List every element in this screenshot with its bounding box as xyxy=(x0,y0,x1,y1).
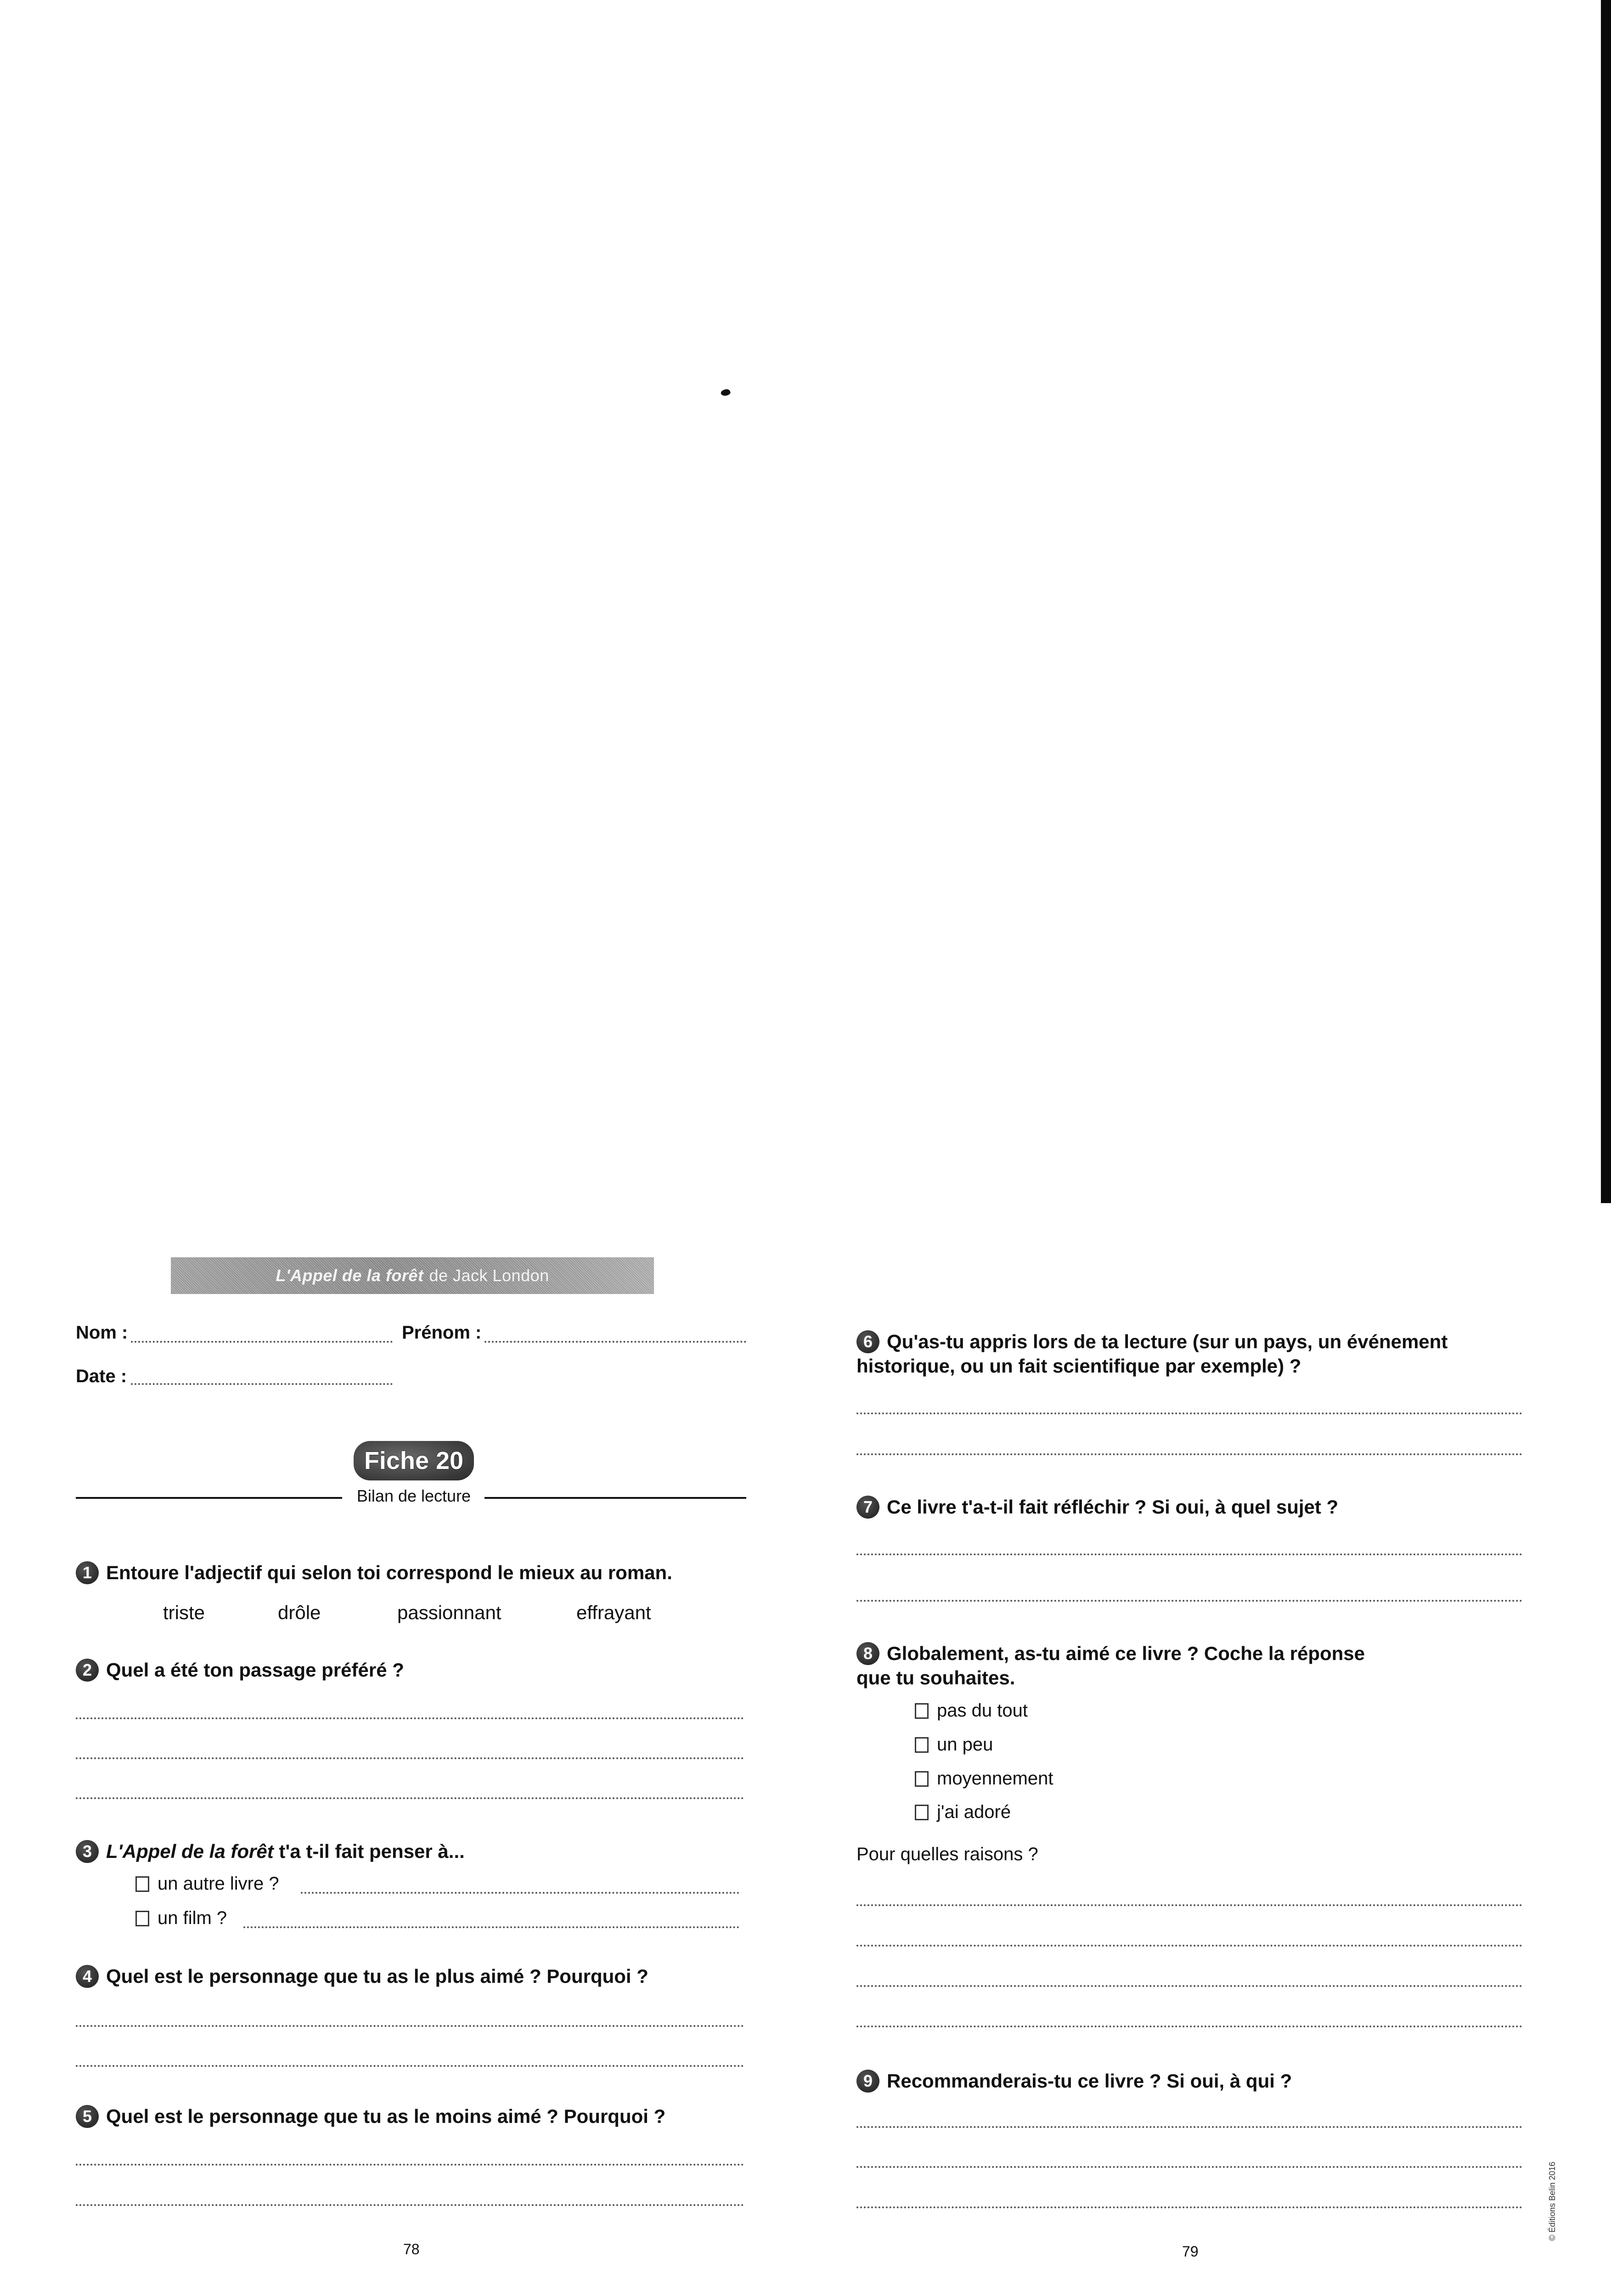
number-8-icon: 8 xyxy=(856,1642,879,1665)
number-1-icon: 1 xyxy=(76,1561,99,1584)
answer-line[interactable] xyxy=(243,1926,739,1928)
date-field[interactable] xyxy=(131,1383,393,1385)
answer-line[interactable] xyxy=(856,1412,1522,1414)
question-7 xyxy=(856,1495,1338,1519)
number-5-icon: 5 xyxy=(76,2105,99,2128)
number-7-icon: 7 xyxy=(856,1496,879,1519)
question-8-cont xyxy=(856,1666,1015,1690)
divider-right xyxy=(484,1497,746,1499)
scan-speck xyxy=(720,388,731,397)
adjective-option[interactable]: effrayant xyxy=(576,1602,651,1623)
question-7-text: Ce livre t'a-t-il fait réfléchir ? Si oui, à quel sujet ? xyxy=(887,1496,1339,1518)
scan-edge-shadow xyxy=(1601,0,1611,1203)
question-2 xyxy=(76,1658,404,1683)
adjective-option[interactable]: passionnant xyxy=(397,1602,501,1623)
option-pas-du-tout[interactable] xyxy=(915,1700,1028,1721)
answer-line[interactable] xyxy=(76,2204,744,2206)
answer-line[interactable] xyxy=(856,1553,1522,1555)
answer-line[interactable] xyxy=(856,1904,1522,1906)
answer-line[interactable] xyxy=(856,2026,1522,2027)
answer-line[interactable] xyxy=(856,2126,1522,2128)
answer-line[interactable] xyxy=(856,1985,1522,1987)
answer-line[interactable] xyxy=(856,2206,1522,2208)
question-5-text: Quel est le personnage que tu as le moins aimé ? Pourquoi ? xyxy=(106,2105,666,2127)
option-label: un film ? xyxy=(158,1908,227,1928)
option-label: un autre livre ? xyxy=(158,1874,279,1894)
question-3-text: t'a t-il fait penser à... xyxy=(273,1840,465,1862)
book-title-banner xyxy=(171,1257,654,1294)
answer-line[interactable] xyxy=(76,2065,744,2067)
book-author: de Jack London xyxy=(429,1266,549,1285)
answer-line[interactable] xyxy=(301,1892,739,1894)
question-1-text: Entoure l'adjectif qui selon toi correspond le mieux au roman. xyxy=(106,1562,672,1583)
question-8 xyxy=(856,1641,1365,1666)
question-2-text: Quel a été ton passage préféré ? xyxy=(106,1659,404,1681)
question-5 xyxy=(76,2104,665,2129)
question-6-text-line2: historique, ou un fait scientifique par exemple) ? xyxy=(856,1355,1301,1377)
fiche-subtitle: Bilan de lecture xyxy=(356,1486,471,1505)
question-8-text-line2: que tu souhaites. xyxy=(856,1667,1015,1688)
checkbox[interactable] xyxy=(135,1876,149,1892)
checkbox[interactable] xyxy=(915,1703,929,1719)
option-other-book[interactable] xyxy=(135,1874,279,1894)
question-3-book-title: L'Appel de la forêt xyxy=(106,1840,274,1862)
answer-line[interactable] xyxy=(76,1797,744,1799)
nom-label: Nom : xyxy=(76,1322,128,1343)
page-number-left: 78 xyxy=(403,2241,420,2257)
checkbox[interactable] xyxy=(135,1911,149,1926)
question-9 xyxy=(856,2069,1292,2093)
option-label: moyennement xyxy=(937,1768,1053,1789)
prenom-field[interactable] xyxy=(484,1341,746,1343)
number-6-icon: 6 xyxy=(856,1330,879,1353)
nom-field[interactable] xyxy=(131,1341,393,1343)
question-6 xyxy=(856,1329,1448,1354)
number-3-icon: 3 xyxy=(76,1840,99,1863)
option-label: pas du tout xyxy=(937,1700,1028,1721)
answer-line[interactable] xyxy=(76,2164,744,2166)
checkbox[interactable] xyxy=(915,1805,929,1820)
answer-line[interactable] xyxy=(856,1453,1522,1455)
adjective-option[interactable]: triste xyxy=(163,1602,205,1623)
book-title: L'Appel de la forêt xyxy=(276,1266,424,1285)
answer-line[interactable] xyxy=(76,2025,744,2027)
option-un-peu[interactable] xyxy=(915,1734,993,1755)
question-8-text-line1: Globalement, as-tu aimé ce livre ? Coche la réponse xyxy=(887,1643,1365,1664)
option-jai-adore[interactable] xyxy=(915,1802,1011,1823)
checkbox[interactable] xyxy=(915,1737,929,1753)
number-2-icon: 2 xyxy=(76,1659,99,1682)
question-6-text-line1: Qu'as-tu appris lors de ta lecture (sur un pays, un événement xyxy=(887,1331,1448,1352)
option-label: un peu xyxy=(937,1734,993,1755)
copyright-notice: © Éditions Belin 2016 xyxy=(1548,2161,1557,2241)
question-9-text: Recommanderais-tu ce livre ? Si oui, à qui ? xyxy=(887,2070,1292,2092)
question-4-text: Quel est le personnage que tu as le plus aimé ? Pourquoi ? xyxy=(106,1965,648,1987)
adjective-option[interactable]: drôle xyxy=(278,1602,321,1623)
followup-question: Pour quelles raisons ? xyxy=(856,1844,1038,1864)
question-4 xyxy=(76,1964,648,1989)
divider-left xyxy=(76,1497,342,1499)
option-film[interactable] xyxy=(135,1908,227,1929)
answer-line[interactable] xyxy=(856,1600,1522,1602)
answer-line[interactable] xyxy=(856,1945,1522,1947)
number-4-icon: 4 xyxy=(76,1965,99,1988)
number-9-icon: 9 xyxy=(856,2070,879,2093)
question-3 xyxy=(76,1839,465,1864)
question-6-cont xyxy=(856,1354,1301,1379)
fiche-badge: Fiche 20 xyxy=(354,1441,474,1480)
date-label: Date : xyxy=(76,1366,127,1386)
question-1 xyxy=(76,1560,672,1585)
page-number-right: 79 xyxy=(1182,2243,1199,2260)
answer-line[interactable] xyxy=(856,2166,1522,2168)
checkbox[interactable] xyxy=(915,1771,929,1787)
option-label: j'ai adoré xyxy=(937,1802,1011,1822)
option-moyennement[interactable] xyxy=(915,1768,1053,1789)
answer-line[interactable] xyxy=(76,1757,744,1759)
prenom-label: Prénom : xyxy=(402,1322,482,1343)
answer-line[interactable] xyxy=(76,1717,744,1719)
